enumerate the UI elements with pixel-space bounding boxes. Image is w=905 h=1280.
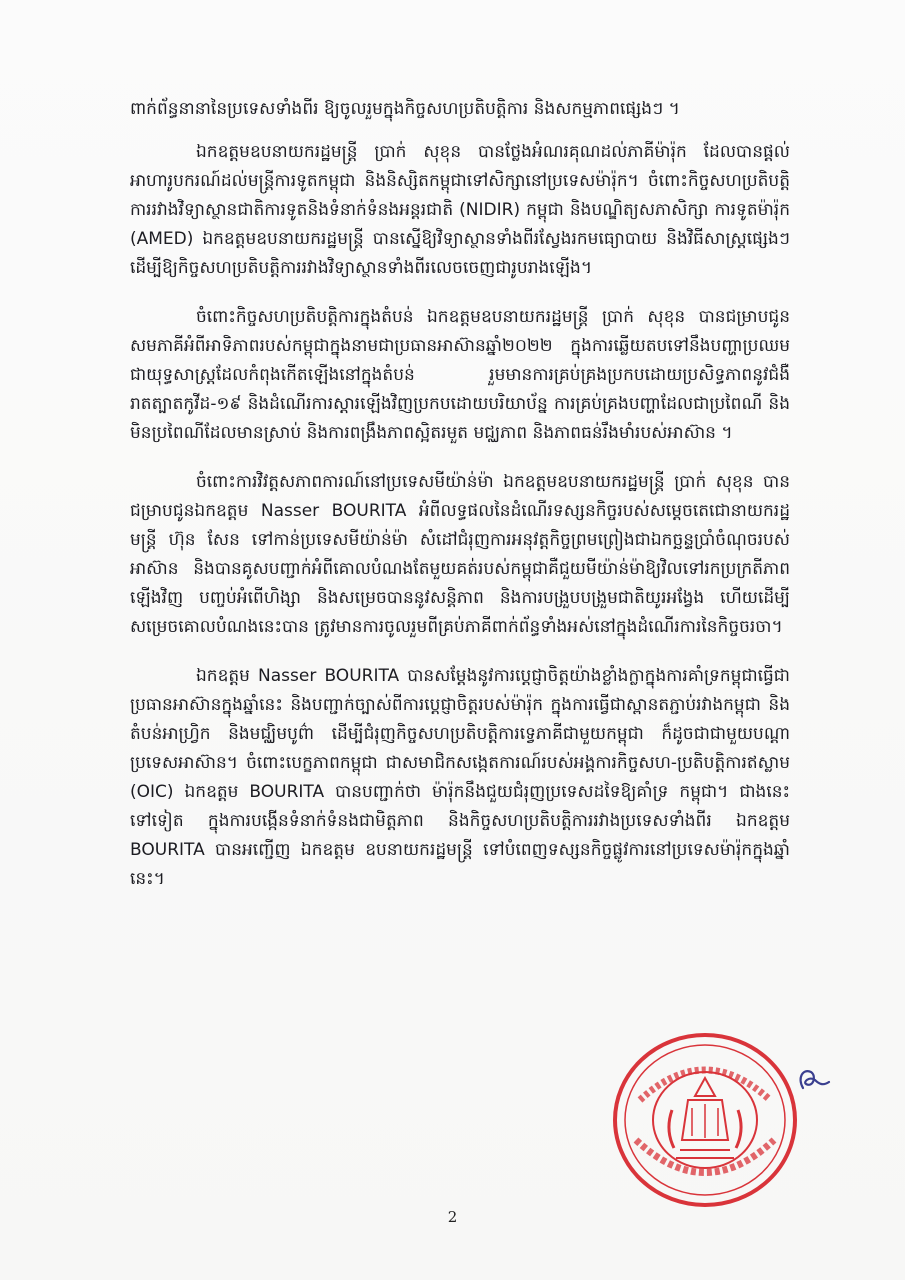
paragraph-4: ចំពោះការវិវត្តសភាពការណ៍នៅប្រទេសមីយ៉ាន់ម៉ា ឯកឧត្តមឧបនាយករដ្ឋមន្ត្រី ប្រាក់ សុខុន បានជម្រាបជូនឯកឧត្តម Nasser BOURITA អំពីលទ្ធផលនៃដំណើរទស្សនកិច្ចរបស់សម្តេចតេជោនាយករដ្ឋមន្ត្រី ហ៊ុន សែន ទៅកាន់ប្រទេសមីយ៉ាន់ម៉ា សំដៅជំរុញការអនុវត្តកិច្ចព្រមព្រៀងជាឯកច្ឆន្ទប្រាំចំណុចរបស់អាស៊ាន និងបានគូសបញ្ជាក់អំពីគោលបំណងតែមួយគត់របស់កម្ពុជាគឺជួយមីយ៉ាន់ម៉ាឱ្យវិលទៅរកប្រក្រតីភាពឡើងវិញ បញ្ចប់អំពើហិង្សា និងសម្រេចបាននូវសន្តិភាព និងការបង្រួបបង្រួមជាតិយូរអង្វែង ហើយដើម្បីសម្រេចគោលបំណងនេះបាន ត្រូវមានការចូលរួមពីគ្រប់ភាគីពាក់ព័ន្ធទាំងអស់នៅក្នុងដំណើរការនៃកិច្ចចរចា។ [130,472,790,637]
page-number: 2 [447,1208,458,1226]
paragraph-2: ឯកឧត្តមឧបនាយករដ្ឋមន្ត្រី ប្រាក់ សុខុន បានថ្លែងអំណរគុណដល់ភាគីម៉ារ៉ុក ដែលបានផ្តល់អាហារូបករណ៍ដល់មន្ត្រីការទូតកម្ពុជា និងនិស្សិតកម្ពុជាទៅសិក្សានៅប្រទេសម៉ារ៉ុក។ ចំពោះកិច្ចសហប្រតិបត្តិការរវាងវិទ្យាស្ថានជាតិការទូតនិងទំនាក់ទំនងអន្តរជាតិ (NIDIR) កម្ពុជា និងបណ្ឌិត្យសភាសិក្សា ការទូតម៉ារ៉ុក (AMED) ឯកឧត្តមឧបនាយករដ្ឋមន្ត្រី បានស្នើឱ្យវិទ្យាស្ថានទាំងពីរស្វែងរកមធ្យោបាយ និងវិធីសាស្ត្រផ្សេងៗ ដើម្បីឱ្យកិច្ចសហប្រតិបត្តិការរវាងវិទ្យាស្ថានទាំងពីរលេចចេញជារូបរាងឡើង។ [130,142,790,278]
paragraph-3: ចំពោះកិច្ចសហប្រតិបត្តិការក្នុងតំបន់ ឯកឧត្តមឧបនាយករដ្ឋមន្ត្រី ប្រាក់ សុខុន បានជម្រាបជូនសមភាគីអំពីអាទិភាពរបស់កម្ពុជាក្នុងនាមជាប្រធានអាស៊ានឆ្នាំ២០២២ ក្នុងការឆ្លើយតបទៅនឹងបញ្ហាប្រឈមជាយុទ្ធសាស្ត្រដែលកំពុងកើតឡើងនៅក្នុងតំបន់ រួមមានការគ្រប់គ្រងប្រកបដោយប្រសិទ្ធភាពនូវជំងឺរាតត្បាតកូវីដ-១៩ និងដំណើរការស្តារឡើងវិញប្រកបដោយបរិយាប័ន្ន ការគ្រប់គ្រងបញ្ហាដែលជាប្រពៃណី និងមិនប្រពៃណីដែលមានស្រាប់ និងការពង្រឹងភាពស្អិតរមួត មជ្ឈភាព និងភាពធន់រឹងមាំរបស់អាស៊ាន ។ [130,307,790,443]
document-body [130,95,790,894]
official-seal-icon [610,1030,800,1210]
paragraph-5: ឯកឧត្តម Nasser BOURITA បានសម្តែងនូវការប្តេជ្ញាចិត្តយ៉ាងខ្លាំងក្លាក្នុងការគាំទ្រកម្ពុជាធ្វើជាប្រធានអាស៊ានក្នុងឆ្នាំនេះ និងបញ្ជាក់ច្បាស់ពីការប្តេជ្ញាចិត្តរបស់ម៉ារ៉ុក ក្នុងការធ្វើជាស្ពានតភ្ជាប់រវាងកម្ពុជា និងតំបន់អាហ្វ្រិក និងមជ្ឈិមបូព៌ា ដើម្បីជំរុញកិច្ចសហប្រតិបត្តិការទ្វេភាគីជាមួយកម្ពុជា ក៏ដូចជាជាមួយបណ្តាប្រទេសអាស៊ាន។ ចំពោះបេក្ខភាពកម្ពុជា ជាសមាជិកសង្កេតការណ៍របស់អង្គការកិច្ចសហ-ប្រតិបត្តិការឥស្លាម (OIC) ឯកឧត្តម BOURITA បានបញ្ជាក់ថា ម៉ារ៉ុកនឹងជួយជំរុញប្រទេសដទៃឱ្យគាំទ្រ កម្ពុជា។ ជាងនេះទៅទៀត ក្នុងការបង្កើនទំនាក់ទំនងជាមិត្តភាព និងកិច្ចសហប្រតិបត្តិការរវាងប្រទេសទាំងពីរ ឯកឧត្តម BOURITA បានអញ្ជើញ ឯកឧត្តម ឧបនាយករដ្ឋមន្ត្រី ទៅបំពេញទស្សនកិច្ចផ្លូវការនៅប្រទេសម៉ារ៉ុកក្នុងឆ្នាំនេះ។ [130,666,790,889]
signature-mark-icon [795,1062,835,1094]
paragraph-1: ពាក់ព័ន្ធនានានៃប្រទេសទាំងពីរ ឱ្យចូលរួមក្នុងកិច្ចសហប្រតិបត្តិការ និងសកម្មភាពផ្សេងៗ ។ [130,99,680,119]
